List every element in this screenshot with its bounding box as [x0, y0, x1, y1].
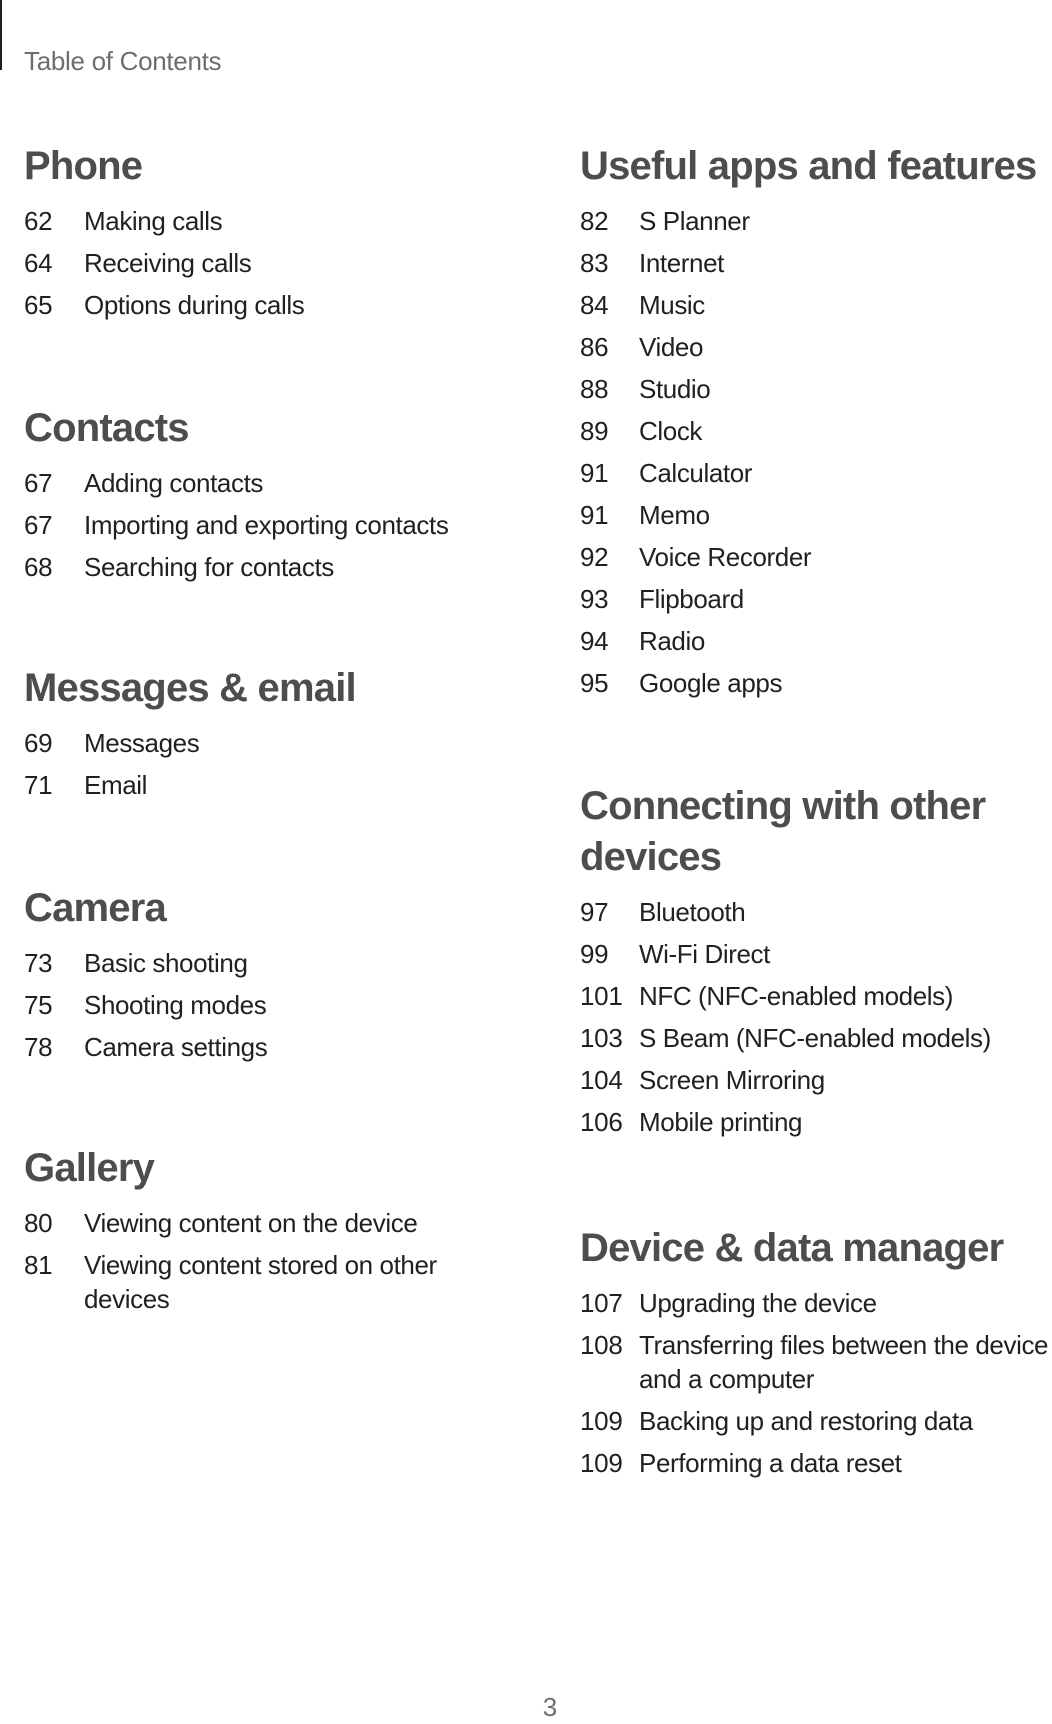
entry-page-number: 67: [24, 468, 53, 498]
toc-entry[interactable]: [580, 620, 1050, 662]
toc-entry[interactable]: [580, 891, 1050, 933]
toc-entry[interactable]: [580, 1101, 1050, 1143]
entry-page-number: 65: [24, 290, 53, 320]
entry-title: Shooting modes: [84, 990, 267, 1020]
toc-section-device-data-manager: [580, 1223, 1050, 1484]
entry-page-number: 103: [580, 1023, 623, 1053]
section-heading: Gallery: [24, 1146, 155, 1190]
entry-title: Music: [639, 290, 705, 320]
entry-page-number: 75: [24, 990, 53, 1020]
entry-page-number: 71: [24, 770, 53, 800]
entry-page-number: 81: [24, 1250, 53, 1280]
entry-title: Viewing content on the device: [84, 1208, 418, 1238]
entry-title: Calculator: [639, 458, 753, 488]
toc-entry[interactable]: [580, 975, 1050, 1017]
entry-page-number: 83: [580, 248, 609, 278]
toc-entry[interactable]: [580, 242, 1050, 284]
entry-title: Backing up and restoring data: [639, 1406, 973, 1436]
toc-entry[interactable]: [24, 462, 524, 504]
entry-title: Performing a data reset: [639, 1448, 902, 1478]
toc-entry[interactable]: [580, 933, 1050, 975]
toc-entry[interactable]: [24, 984, 524, 1026]
toc-entry[interactable]: [24, 1202, 524, 1244]
section-heading: Camera: [24, 886, 166, 930]
entry-title: Internet: [639, 248, 724, 278]
toc-entry[interactable]: [580, 1400, 1050, 1442]
toc-entry[interactable]: [24, 764, 524, 806]
toc-entry[interactable]: [580, 452, 1050, 494]
toc-section-camera: [24, 883, 524, 1068]
section-heading: Phone: [24, 144, 143, 188]
entry-title: S Beam (NFC-enabled models): [639, 1023, 991, 1053]
toc-entry[interactable]: [24, 546, 524, 588]
entry-page-number: 68: [24, 552, 53, 582]
entry-page-number: 109: [580, 1448, 623, 1478]
toc-entry[interactable]: [24, 1026, 524, 1068]
entry-title: Memo: [639, 500, 710, 530]
entry-title: NFC (NFC-enabled models): [639, 981, 954, 1011]
entry-title: Searching for contacts: [84, 552, 334, 582]
entry-page-number: 62: [24, 206, 53, 236]
toc-entry[interactable]: [24, 722, 524, 764]
entry-title: Wi-Fi Direct: [639, 939, 770, 969]
entry-page-number: 99: [580, 939, 609, 969]
toc-entry[interactable]: [580, 536, 1050, 578]
toc-entry[interactable]: [580, 410, 1050, 452]
toc-entry[interactable]: [580, 662, 1050, 704]
toc-entry[interactable]: [24, 942, 524, 984]
entry-page-number: 95: [580, 668, 609, 698]
entry-title: Email: [84, 770, 148, 800]
toc-section-contacts: [24, 403, 524, 588]
entry-title: Voice Recorder: [639, 542, 812, 572]
toc-entry[interactable]: [580, 1442, 1050, 1484]
entry-page-number: 97: [580, 897, 609, 927]
entry-page-number: 109: [580, 1406, 623, 1436]
entry-page-number: 89: [580, 416, 609, 446]
toc-section-useful-apps: [580, 141, 1050, 704]
toc-entry[interactable]: [580, 494, 1050, 536]
toc-entry[interactable]: [580, 1017, 1050, 1059]
page-number: 3: [542, 1692, 558, 1722]
entry-page-number: 93: [580, 584, 609, 614]
entry-page-number: 84: [580, 290, 609, 320]
entry-page-number: 67: [24, 510, 53, 540]
entry-page-number: 80: [24, 1208, 53, 1238]
section-heading: Useful apps and features: [580, 144, 1037, 188]
entry-title: Basic shooting: [84, 948, 248, 978]
toc-entry[interactable]: [580, 1059, 1050, 1101]
entry-title: Options during calls: [84, 290, 305, 320]
toc-entry[interactable]: [24, 1244, 524, 1320]
entry-title: Flipboard: [639, 584, 744, 614]
section-heading: Device & data manager: [580, 1226, 1004, 1270]
toc-entry[interactable]: [24, 284, 524, 326]
running-header-title: Table of Contents: [24, 46, 222, 76]
entry-page-number: 101: [580, 981, 623, 1011]
entry-page-number: 94: [580, 626, 609, 656]
entry-title: Screen Mirroring: [639, 1065, 825, 1095]
entry-page-number: 92: [580, 542, 609, 572]
entry-title: Google apps: [639, 668, 783, 698]
entry-title: Mobile printing: [639, 1107, 803, 1137]
entry-page-number: 104: [580, 1065, 623, 1095]
entry-title: Transferring files between the device and a computer: [639, 1330, 1049, 1394]
entry-page-number: 64: [24, 248, 53, 278]
toc-entry[interactable]: [580, 200, 1050, 242]
toc-entry[interactable]: [580, 578, 1050, 620]
section-heading: Connecting with other devices: [580, 784, 986, 879]
toc-entry[interactable]: [580, 284, 1050, 326]
entry-page-number: 73: [24, 948, 53, 978]
entry-title: Clock: [639, 416, 703, 446]
entry-page-number: 78: [24, 1032, 53, 1062]
entry-title: Upgrading the device: [639, 1288, 877, 1318]
entry-title: Video: [639, 332, 704, 362]
entry-title: S Planner: [639, 206, 750, 236]
entry-page-number: 86: [580, 332, 609, 362]
entry-title: Messages: [84, 728, 200, 758]
entry-title: Receiving calls: [84, 248, 252, 278]
entry-title: Radio: [639, 626, 705, 656]
section-heading: Messages & email: [24, 666, 356, 710]
entry-page-number: 91: [580, 458, 609, 488]
toc-section-gallery: [24, 1143, 524, 1320]
toc-entry[interactable]: [580, 326, 1050, 368]
entry-page-number: 107: [580, 1288, 623, 1318]
entry-title: Camera settings: [84, 1032, 268, 1062]
page-edge-rule: [0, 0, 2, 70]
section-heading: Contacts: [24, 406, 189, 450]
toc-entry[interactable]: [580, 368, 1050, 410]
entry-page-number: 88: [580, 374, 609, 404]
entry-title: Importing and exporting contacts: [84, 510, 449, 540]
entry-page-number: 91: [580, 500, 609, 530]
entry-title: Viewing content stored on other devices: [84, 1250, 437, 1314]
toc-section-messages-email: [24, 663, 524, 806]
toc-section-phone: [24, 141, 524, 326]
toc-entry[interactable]: [580, 1324, 1050, 1400]
entry-title: Bluetooth: [639, 897, 746, 927]
toc-entry[interactable]: [24, 242, 524, 284]
entry-title: Making calls: [84, 206, 223, 236]
entry-page-number: 69: [24, 728, 53, 758]
entry-page-number: 106: [580, 1107, 623, 1137]
toc-section-connecting: [580, 781, 1050, 1143]
entry-page-number: 82: [580, 206, 609, 236]
toc-entry[interactable]: [580, 1282, 1050, 1324]
entry-page-number: 108: [580, 1330, 623, 1360]
toc-entry[interactable]: [24, 504, 524, 546]
entry-title: Studio: [639, 374, 711, 404]
toc-entry[interactable]: [24, 200, 524, 242]
entry-title: Adding contacts: [84, 468, 264, 498]
